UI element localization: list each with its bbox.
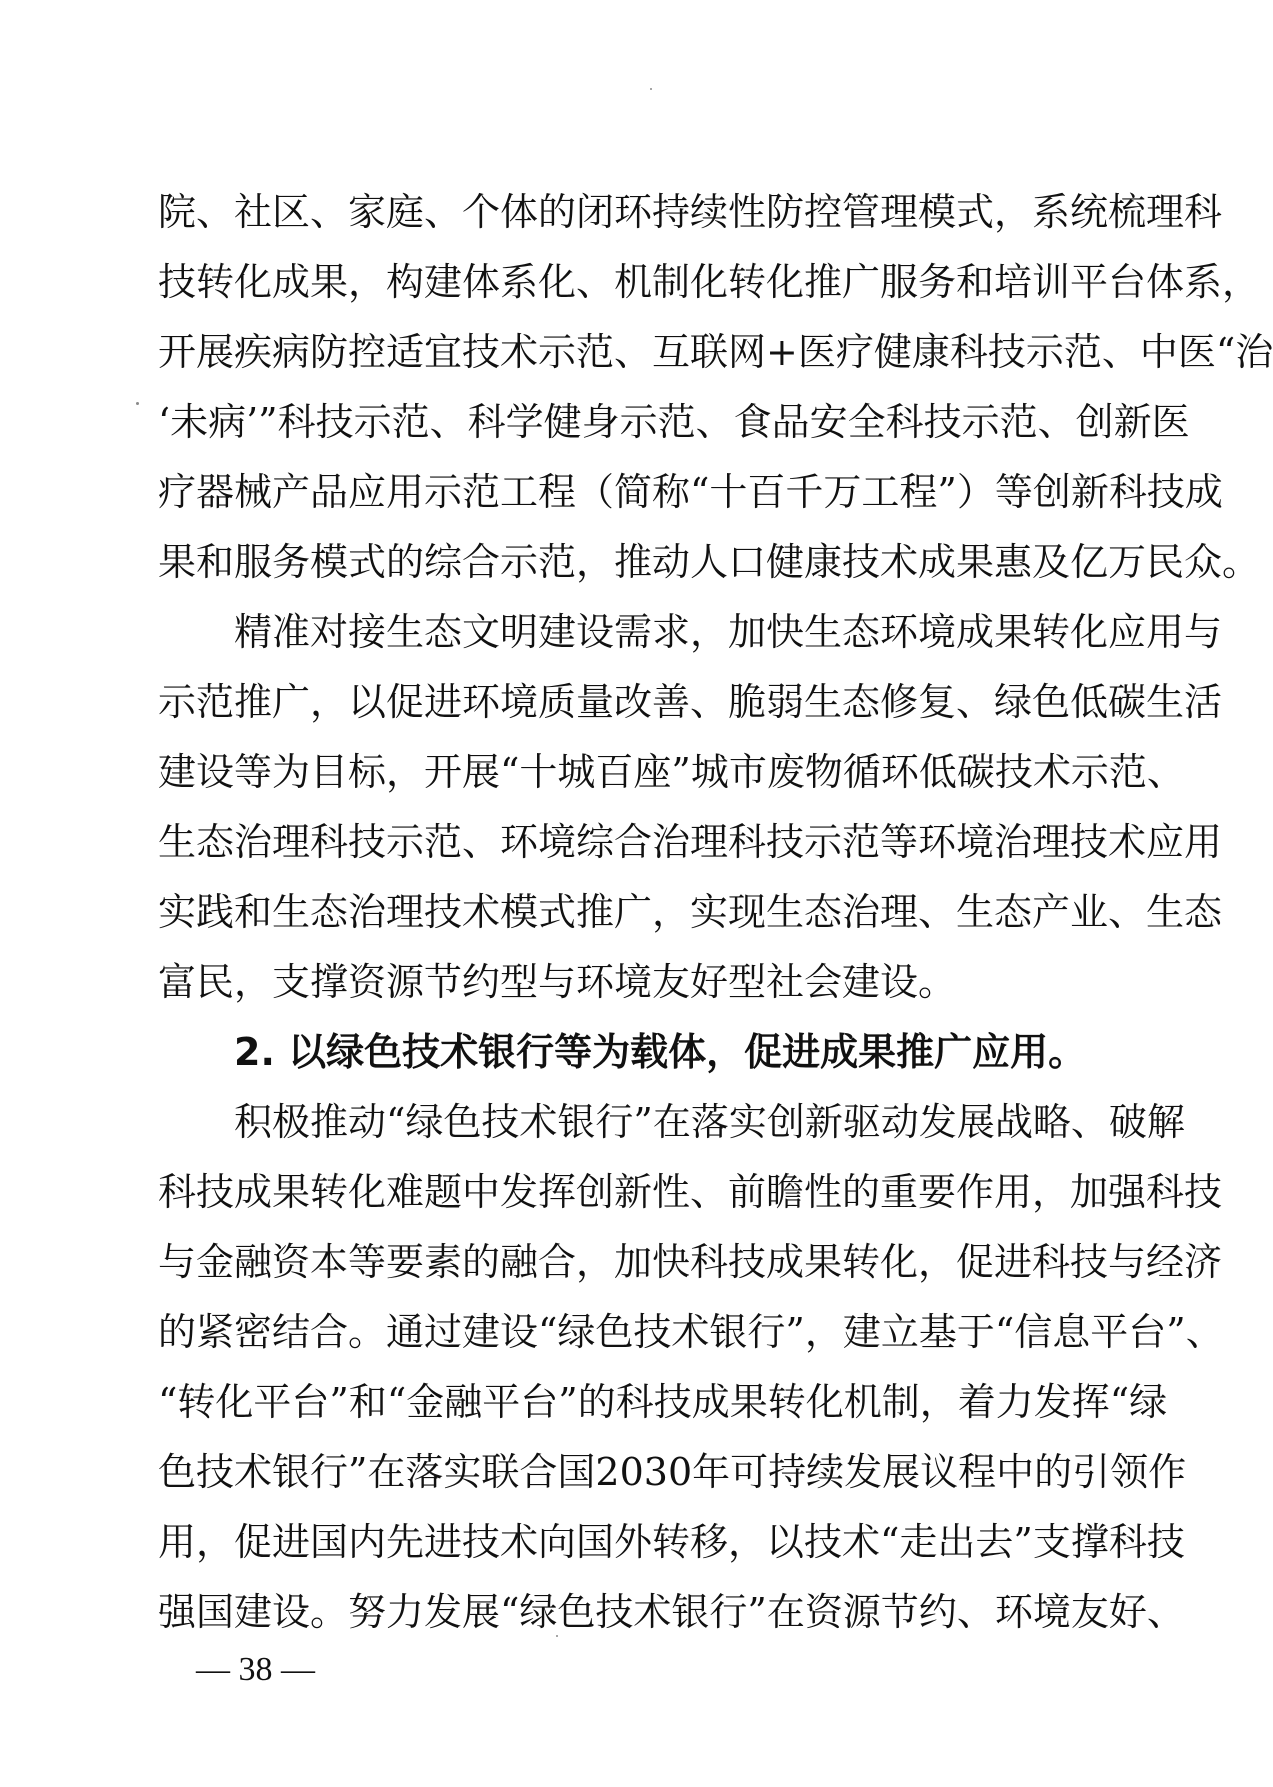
- paragraph-2-line-6: 富民，支撑资源节约型与环境友好型社会建设。: [158, 960, 957, 1004]
- scan-speck: [650, 88, 652, 90]
- body-line-4: ‘未病’”科技示范、科学健身示范、食品安全科技示范、创新医: [158, 400, 1190, 444]
- paragraph-3-line-6: 色技术银行”在落实联合国2030年可持续发展议程中的引领作: [158, 1450, 1187, 1494]
- body-line-6: 果和服务模式的综合示范，推动人口健康技术成果惠及亿万民众。: [158, 540, 1261, 584]
- page-number: — 38 —: [196, 1651, 315, 1688]
- section-heading: 2. 以绿色技术银行等为载体，促进成果推广应用。: [158, 1030, 1087, 1074]
- paragraph-2-line-3: 建设等为目标，开展“十城百座”城市废物循环低碳技术示范、: [158, 750, 1185, 794]
- paragraph-3-line-4: 的紧密结合。通过建设“绿色技术银行”，建立基于“信息平台”、: [158, 1310, 1224, 1354]
- paragraph-2-line-2: 示范推广，以促进环境质量改善、脆弱生态修复、绿色低碳生活: [158, 680, 1223, 724]
- body-line-1: 院、社区、家庭、个体的闭环持续性防控管理模式，系统梳理科: [158, 190, 1223, 234]
- scan-speck: [556, 1635, 558, 1637]
- paragraph-3-line-3: 与金融资本等要素的融合，加快科技成果转化，促进科技与经济: [158, 1240, 1223, 1284]
- paragraph-3-line-8: 强国建设。努力发展“绿色技术银行”在资源节约、环境友好、: [158, 1590, 1185, 1634]
- body-line-2: 技转化成果，构建体系化、机制化转化推广服务和培训平台体系，: [158, 260, 1261, 304]
- body-line-5: 疗器械产品应用示范工程（简称“十百千万工程”）等创新科技成: [158, 470, 1223, 514]
- scan-speck: [136, 402, 139, 405]
- paragraph-3-line-7: 用，促进国内先进技术向国外转移，以技术“走出去”支撑科技: [158, 1520, 1185, 1564]
- paragraph-2-line-5: 实践和生态治理技术模式推广，实现生态治理、生态产业、生态: [158, 890, 1223, 934]
- paragraph-3-line-5: “转化平台”和“金融平台”的科技成果转化机制，着力发挥“绿: [158, 1380, 1168, 1424]
- paragraph-3-line-1: 积极推动“绿色技术银行”在落实创新驱动发展战略、破解: [158, 1100, 1185, 1144]
- paragraph-2-line-4: 生态治理科技示范、环境综合治理科技示范等环境治理技术应用: [158, 820, 1223, 864]
- paragraph-3-line-2: 科技成果转化难题中发挥创新性、前瞻性的重要作用，加强科技: [158, 1170, 1223, 1214]
- paragraph-2-line-1: 精准对接生态文明建设需求，加快生态环境成果转化应用与: [158, 610, 1223, 654]
- body-line-3: 开展疾病防控适宜技术示范、互联网+医疗健康科技示范、中医“治: [158, 330, 1273, 374]
